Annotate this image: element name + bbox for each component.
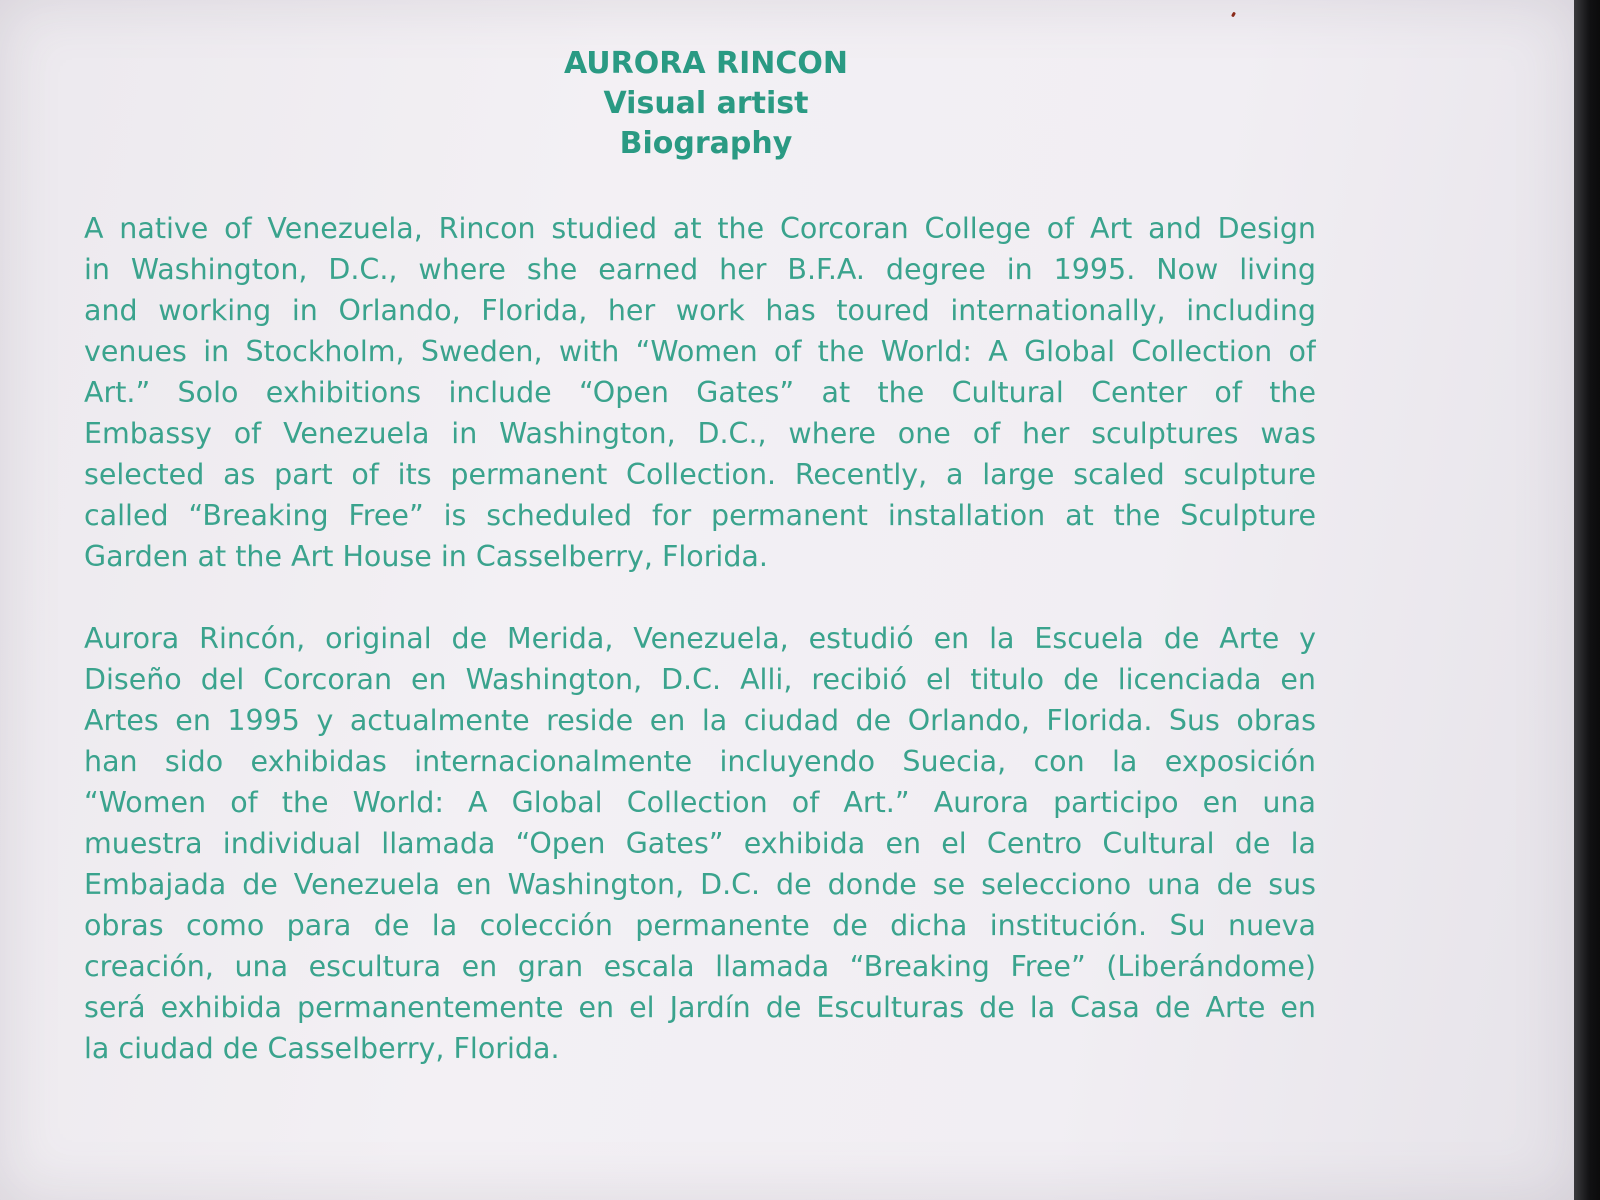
text-line: han sido exhibidas internacionalmente incluyendo Suecia, con la exposición xyxy=(84,745,1316,778)
ink-speck xyxy=(1231,12,1236,18)
text-line: and working in Orlando, Florida, her work has toured internationally, including xyxy=(84,294,1316,327)
text-line: Aurora Rincón, original de Merida, Venezuela, estudió en la Escuela de Arte y xyxy=(84,622,1316,655)
text-line: called “Breaking Free” is scheduled for permanent installation at the Sculpture xyxy=(84,499,1316,532)
english-biography xyxy=(84,208,1316,577)
artist-name: AURORA RINCON xyxy=(563,46,849,81)
text-line: Diseño del Corcoran en Washington, D.C. Alli, recibió el titulo de licenciada en xyxy=(84,663,1316,696)
text-line: selected as part of its permanent Collection. Recently, a large scaled sculpture xyxy=(84,458,1316,491)
artist-role: Visual artist xyxy=(603,86,809,121)
text-line: muestra individual llamada “Open Gates” exhibida en el Centro Cultural de la xyxy=(84,827,1316,860)
text-line: obras como para de la colección permanente de dicha institución. Su nueva xyxy=(84,909,1316,942)
text-line: Garden at the Art House in Casselberry, Florida. xyxy=(84,540,768,573)
text-line: in Washington, D.C., where she earned her B.F.A. degree in 1995. Now living xyxy=(84,253,1316,286)
text-line: la ciudad de Casselberry, Florida. xyxy=(84,1032,560,1065)
text-line: Embajada de Venezuela en Washington, D.C. de donde se selecciono una de sus xyxy=(84,868,1316,901)
page-edge-shadow xyxy=(1574,0,1600,1200)
text-line: “Women of the World: A Global Collection of Art.” Aurora participo en una xyxy=(84,786,1316,819)
text-line: creación, una escultura en gran escala llamada “Breaking Free” (Liberándome) xyxy=(84,950,1316,983)
text-line: A native of Venezuela, Rincon studied at the Corcoran College of Art and Design xyxy=(84,212,1316,245)
text-line: será exhibida permanentemente en el Jardín de Esculturas de la Casa de Arte en xyxy=(84,991,1316,1024)
text-line: Embassy of Venezuela in Washington, D.C., where one of her sculptures was xyxy=(84,417,1316,450)
spanish-biography xyxy=(84,618,1316,1069)
text-line: Art.” Solo exhibitions include “Open Gates” at the Cultural Center of the xyxy=(84,376,1316,409)
text-line: Artes en 1995 y actualmente reside en la ciudad de Orlando, Florida. Sus obras xyxy=(84,704,1316,737)
section-title: Biography xyxy=(619,126,793,161)
text-line: venues in Stockholm, Sweden, with “Women of the World: A Global Collection of xyxy=(84,335,1316,368)
